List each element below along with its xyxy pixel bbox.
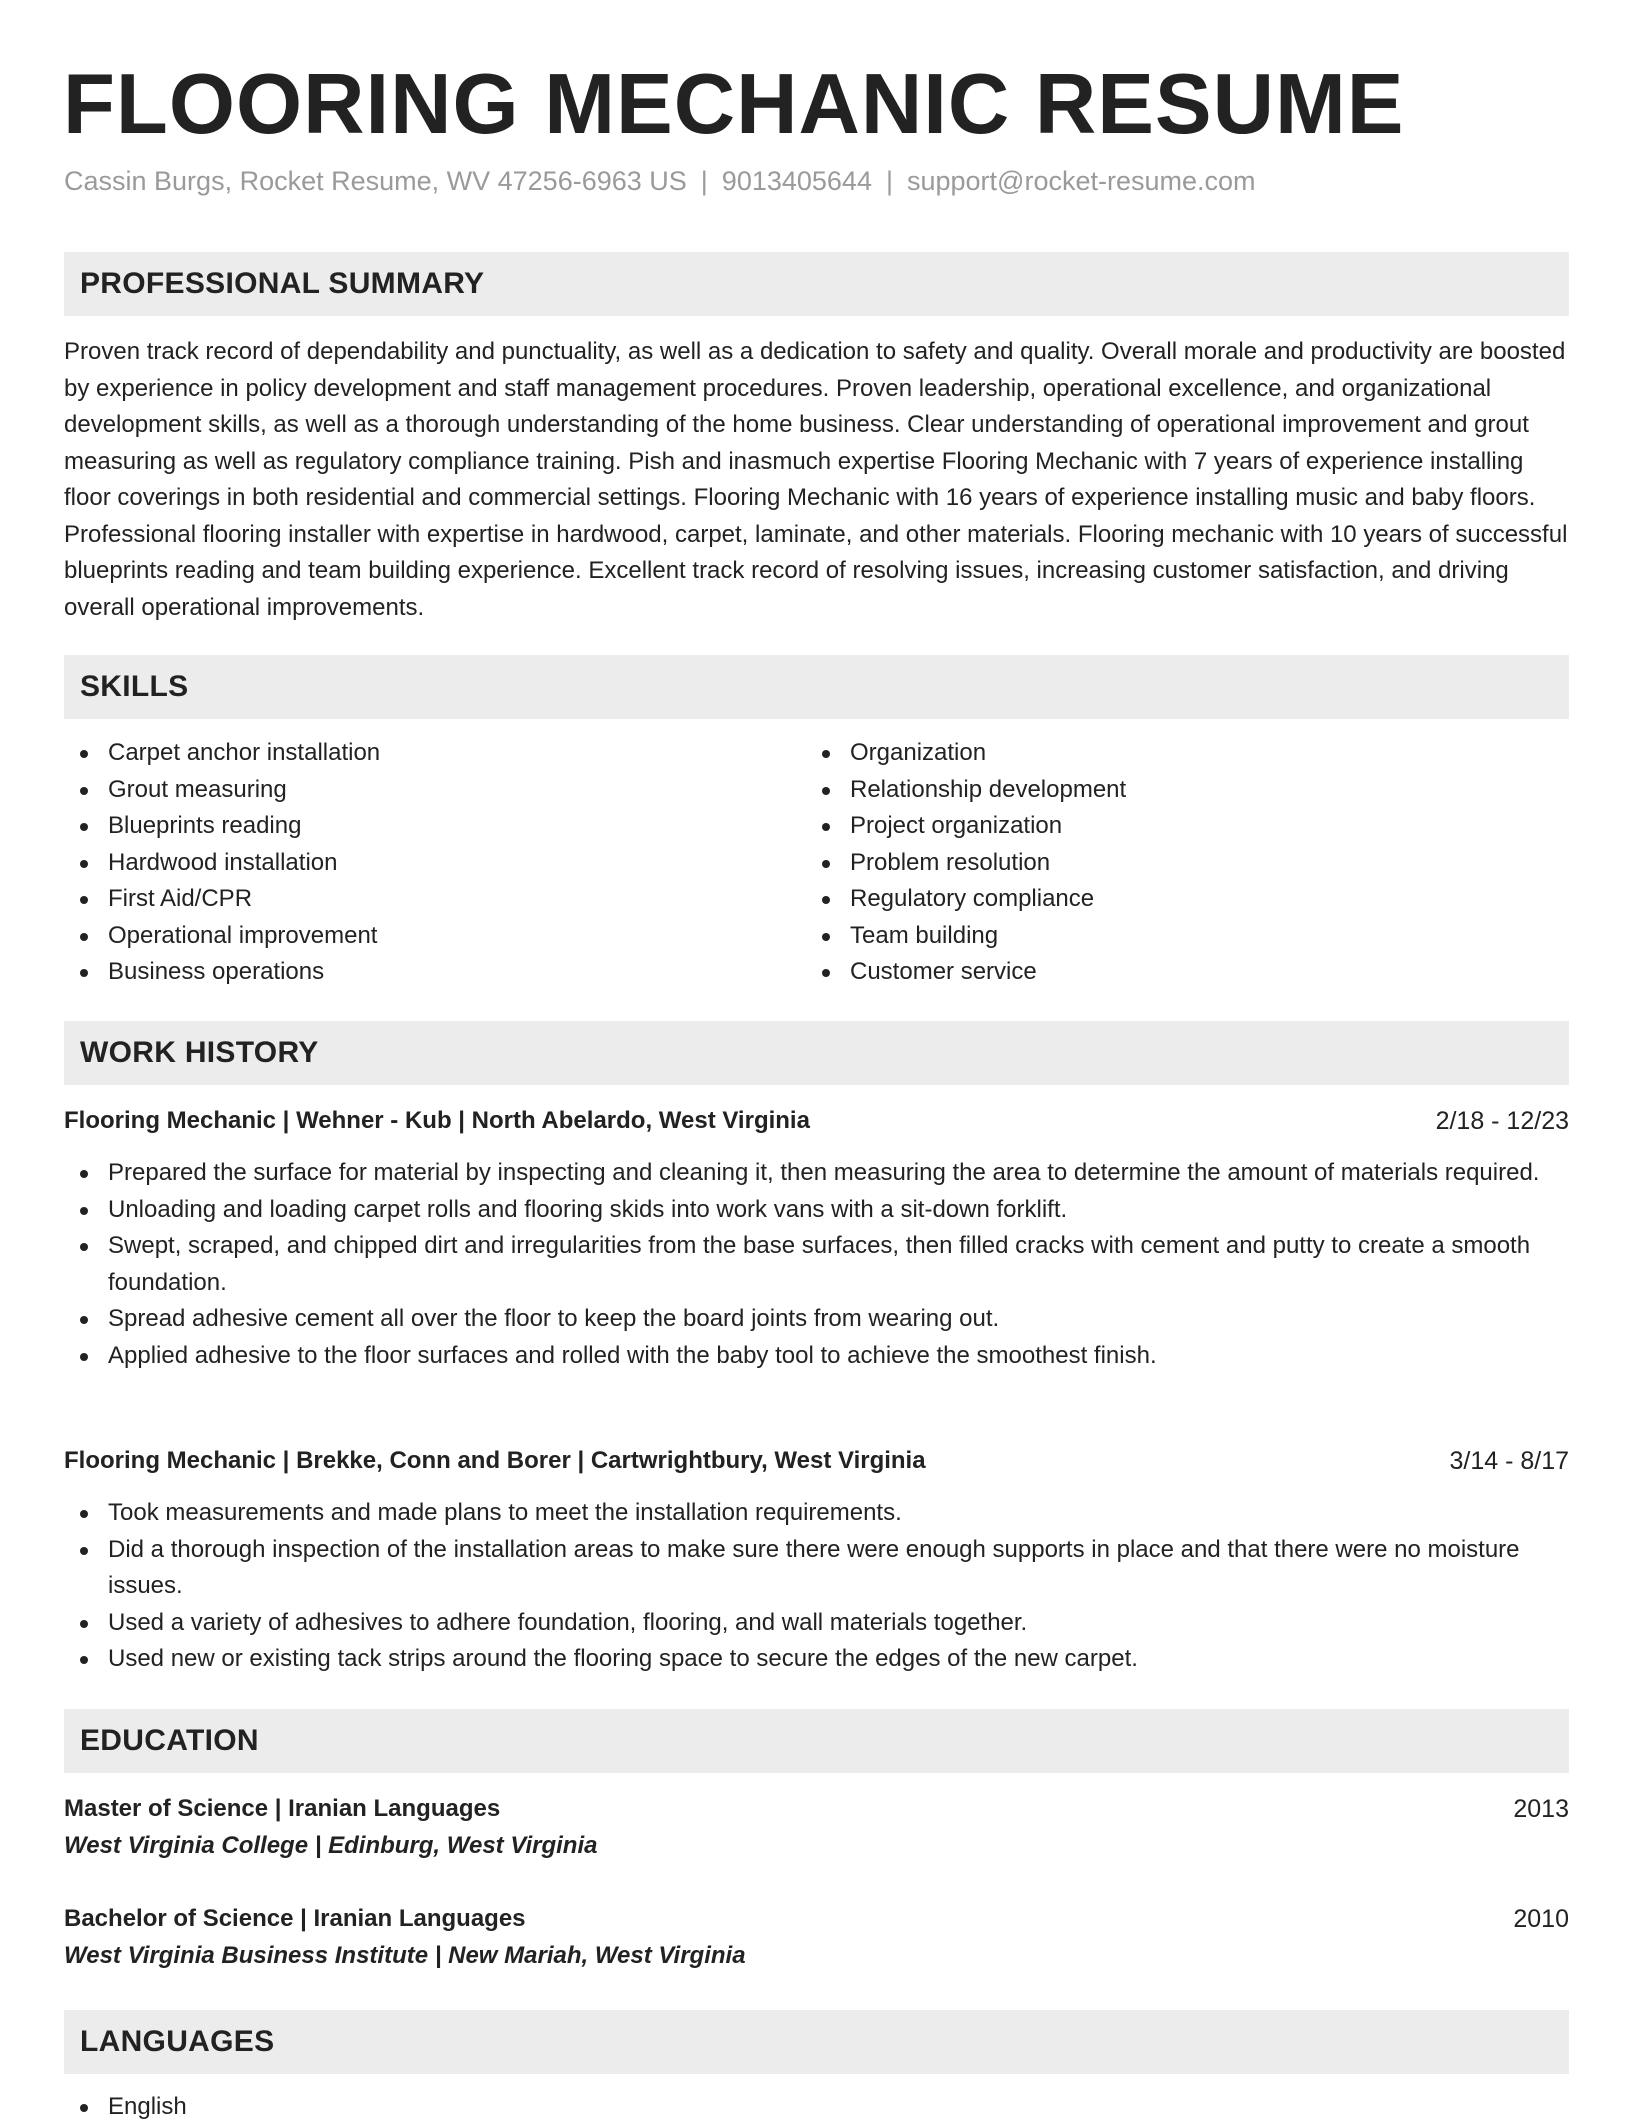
- skill-item: Operational improvement: [64, 918, 764, 955]
- contact-phone: 9013405644: [721, 166, 872, 196]
- skill-item: Customer service: [806, 954, 1506, 991]
- education-degree: Master of Science | Iranian Languages: [64, 1795, 501, 1822]
- job-title: Flooring Mechanic | Wehner - Kub | North Abelardo, West Virginia: [64, 1107, 810, 1134]
- job-dates: 3/14 - 8/17: [1449, 1447, 1569, 1475]
- skill-item: Problem resolution: [806, 845, 1506, 882]
- job-bullets: [64, 1495, 1569, 1678]
- skill-item: Team building: [806, 918, 1506, 955]
- language-item: English: [64, 2089, 764, 2126]
- section-header-skills: SKILLS: [64, 655, 1569, 719]
- education-year: 2010: [1513, 1905, 1569, 1933]
- contact-separator: |: [885, 166, 893, 196]
- skill-item: Regulatory compliance: [806, 881, 1506, 918]
- education-year: 2013: [1513, 1795, 1569, 1823]
- skill-item: Relationship development: [806, 772, 1506, 809]
- contact-line: [64, 164, 1256, 199]
- job-dates: 2/18 - 12/23: [1435, 1107, 1569, 1135]
- education-degree: Bachelor of Science | Iranian Languages: [64, 1905, 526, 1932]
- job-title: Flooring Mechanic | Brekke, Conn and Borer | Cartwrightbury, West Virginia: [64, 1447, 926, 1474]
- skills-list-left: [64, 735, 764, 991]
- section-header-education: EDUCATION: [64, 1709, 1569, 1773]
- skill-item: Blueprints reading: [64, 808, 764, 845]
- skill-item: Carpet anchor installation: [64, 735, 764, 772]
- skill-item: Project organization: [806, 808, 1506, 845]
- section-header-summary: PROFESSIONAL SUMMARY: [64, 252, 1569, 316]
- summary-text: Proven track record of dependability and punctuality, as well as a dedication to safety and quality. Overall morale and productivity are boosted by experience in policy development and staff management procedures. Proven leadership, operational excellence, and organizational development skills, as well as a thorough understanding of the home business. Clear understanding of operational improvement and grout measuring as well as regulatory compliance training. Pish and inasmuch expertise Flooring Mechanic with 7 years of experience installing floor coverings in both residential and commercial settings. Flooring Mechanic with 16 years of experience installing music and baby floors. Professional flooring installer with expertise in hardwood, carpet, laminate, and other materials. Flooring mechanic with 10 years of successful blueprints reading and team building experience. Excellent track record of resolving issues, increasing customer satisfaction, and driving overall operational improvements.: [64, 338, 1568, 621]
- job-bullet: Spread adhesive cement all over the floor to keep the board joints from wearing out.: [64, 1301, 1569, 1338]
- skills-list-right: [806, 735, 1506, 991]
- skill-item: Business operations: [64, 954, 764, 991]
- education-school: West Virginia Business Institute | New Mariah, West Virginia: [64, 1942, 746, 1969]
- job-bullet: Used a variety of adhesives to adhere foundation, flooring, and wall materials together.: [64, 1605, 1569, 1642]
- skill-item: Organization: [806, 735, 1506, 772]
- skill-item: Hardwood installation: [64, 845, 764, 882]
- contact-email: support@rocket-resume.com: [906, 166, 1256, 196]
- section-header-languages: LANGUAGES: [64, 2010, 1569, 2074]
- job-bullet: Unloading and loading carpet rolls and flooring skids into work vans with a sit-down forklift.: [64, 1192, 1569, 1229]
- job-bullet: Prepared the surface for material by inspecting and cleaning it, then measuring the area to determine the amount of materials required.: [64, 1155, 1569, 1192]
- job-bullet: Swept, scraped, and chipped dirt and irregularities from the base surfaces, then filled cracks with cement and putty to create a smooth foundation.: [64, 1228, 1569, 1301]
- languages-list: [64, 2089, 764, 2126]
- skill-item: Grout measuring: [64, 772, 764, 809]
- section-header-work-history: WORK HISTORY: [64, 1021, 1569, 1085]
- page-title: FLOORING MECHANIC RESUME: [63, 57, 1405, 152]
- job-bullets: [64, 1155, 1569, 1374]
- education-school: West Virginia College | Edinburg, West Virginia: [64, 1832, 598, 1859]
- contact-address: Cassin Burgs, Rocket Resume, WV 47256-6963 US: [64, 166, 687, 196]
- job-bullet: Did a thorough inspection of the installation areas to make sure there were enough supports in place and that there were no moisture issues.: [64, 1532, 1569, 1605]
- job-bullet: Applied adhesive to the floor surfaces and rolled with the baby tool to achieve the smoothest finish.: [64, 1338, 1569, 1375]
- skill-item: First Aid/CPR: [64, 881, 764, 918]
- contact-separator: |: [700, 166, 708, 196]
- job-bullet: Used new or existing tack strips around the flooring space to secure the edges of the new carpet.: [64, 1641, 1569, 1678]
- job-bullet: Took measurements and made plans to meet the installation requirements.: [64, 1495, 1569, 1532]
